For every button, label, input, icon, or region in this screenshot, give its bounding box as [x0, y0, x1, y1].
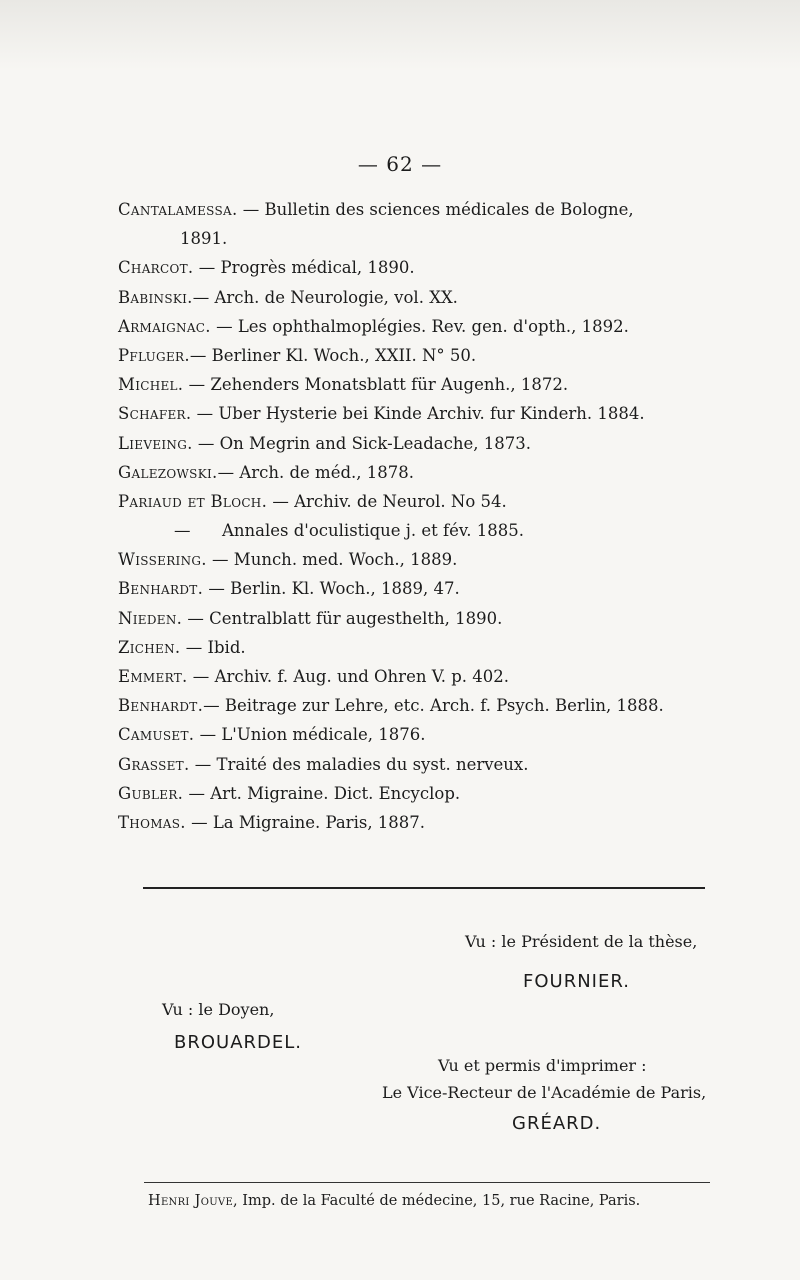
president-name: FOURNIER.	[523, 971, 630, 992]
reference-text: On Megrin and Sick-Leadache, 1873.	[219, 433, 532, 453]
reference-author: Emmert.	[118, 667, 188, 686]
vice-recteur-line: Le Vice-Recteur de l'Académie de Paris,	[382, 1083, 707, 1102]
printer-name: Henri Jouve	[148, 1193, 234, 1209]
reference-author: Wissering.	[118, 550, 207, 570]
reference-text: Archiv. f. Aug. und Ohren V. p. 402.	[214, 667, 510, 686]
reference-text: Arch. de Neurologie, vol. XX.	[214, 287, 458, 307]
reference-dash: —	[180, 637, 208, 657]
reference-author: Cantalamessa.	[118, 200, 238, 219]
reference-text: Art. Migraine. Dict. Encyclop.	[210, 783, 461, 803]
reference-text: Munch. med. Woch., 1889.	[233, 550, 458, 570]
reference-text: La Migraine. Paris, 1887.	[212, 812, 426, 832]
reference-entry	[118, 691, 738, 720]
reference-author: Benhardt.	[118, 579, 204, 599]
doyen-name: BROUARDEL.	[174, 1032, 303, 1053]
recteur-name: GRÉARD.	[512, 1113, 602, 1134]
printer-imprint	[148, 1193, 640, 1209]
reference-entry	[118, 720, 738, 749]
reference-entry	[118, 516, 738, 545]
reference-entry	[118, 779, 738, 808]
reference-author: Armaignac.	[118, 316, 211, 336]
reference-author: Charcot.	[118, 258, 194, 278]
reference-dash: —	[174, 521, 222, 541]
reference-entry	[118, 399, 738, 428]
reference-entry	[118, 545, 738, 574]
reference-text: 1891.	[180, 229, 228, 249]
reference-text: Arch. de méd., 1878.	[239, 462, 414, 482]
reference-author: Nieden.	[118, 608, 183, 628]
reference-dash: —	[210, 316, 238, 336]
reference-dash: —	[183, 783, 211, 803]
reference-entry	[118, 429, 738, 458]
reference-entry	[118, 574, 738, 603]
reference-dash: —	[217, 462, 240, 482]
page-number: — 62 —	[357, 152, 443, 176]
reference-author: Gubler.	[118, 783, 184, 803]
reference-entry	[118, 633, 738, 662]
reference-dash: —	[203, 579, 231, 599]
reference-text: Zehenders Monatsblatt für Augenh., 1872.	[210, 375, 569, 395]
reference-author: Lieveing.	[118, 433, 193, 453]
reference-author: Babinski.	[118, 287, 193, 307]
footer-rule	[144, 1182, 710, 1183]
reference-entry	[118, 312, 738, 341]
reference-entry	[118, 458, 738, 487]
reference-dash: —	[187, 667, 215, 686]
reference-text: Berliner Kl. Woch., XXII. N° 50.	[211, 345, 477, 365]
reference-dash: —	[192, 287, 215, 307]
reference-entry	[118, 370, 738, 399]
reference-dash: —	[189, 345, 212, 365]
reference-dash: —	[183, 375, 211, 395]
reference-dash: —	[267, 491, 295, 511]
reference-author: Zichen.	[118, 637, 181, 657]
reference-dash: —	[185, 812, 213, 832]
reference-author: Schafer.	[118, 404, 192, 424]
reference-entry	[118, 487, 738, 516]
reference-dash: —	[194, 725, 222, 745]
reference-author: Michel.	[118, 375, 184, 395]
reference-author: Pfluger.	[118, 345, 190, 365]
reference-entry	[118, 224, 738, 253]
reference-text: Archiv. de Neurol. No 54.	[294, 491, 507, 511]
reference-entry	[118, 341, 738, 370]
reference-author: Camuset.	[118, 725, 195, 745]
separator-rule	[143, 887, 705, 889]
reference-text: Beitrage zur Lehre, etc. Arch. f. Psych. Berlin, 1888.	[224, 696, 664, 716]
printer-address: , Imp. de la Faculté de médecine, 15, rue Racine, Paris.	[233, 1193, 641, 1209]
reference-dash: —	[193, 258, 221, 278]
reference-text: Traité des maladies du syst. nerveux.	[216, 754, 529, 774]
reference-text: Les ophthalmoplégies. Rev. gen. d'opth., 1892.	[237, 316, 629, 336]
reference-text: Progrès médical, 1890.	[220, 258, 415, 278]
reference-dash: —	[191, 404, 219, 424]
reference-author: Grasset.	[118, 754, 190, 774]
reference-text: Ibid.	[207, 637, 246, 657]
permission-line: Vu et permis d'imprimer :	[438, 1056, 647, 1075]
reference-dash: —	[206, 550, 234, 570]
reference-dash: —	[189, 754, 217, 774]
reference-author: Thomas.	[118, 812, 186, 832]
reference-entry	[118, 808, 738, 837]
reference-text: Annales d'oculistique j. et fév. 1885.	[221, 521, 524, 541]
reference-entry	[118, 283, 738, 312]
reference-dash: —	[237, 200, 265, 219]
reference-author: Galezowski.	[118, 462, 218, 482]
reference-text: Uber Hysterie bei Kinde Archiv. fur Kinderh. 1884.	[218, 404, 645, 424]
reference-dash: —	[203, 696, 225, 716]
reference-dash: —	[192, 433, 220, 453]
reference-list	[118, 195, 738, 837]
reference-author: Benhardt.	[118, 696, 204, 716]
president-approval-line: Vu : le Président de la thèse,	[465, 932, 698, 951]
reference-text: Centralblatt für augesthelth, 1890.	[209, 608, 503, 628]
scan-shadow	[0, 0, 800, 70]
reference-entry	[118, 750, 738, 779]
reference-entry	[118, 253, 738, 282]
reference-text: L'Union médicale, 1876.	[221, 725, 426, 745]
reference-entry	[118, 195, 738, 224]
reference-text: Bulletin des sciences médicales de Bologne,	[264, 200, 634, 219]
reference-author: Pariaud et Bloch.	[118, 491, 268, 511]
reference-entry	[118, 662, 738, 691]
doyen-approval-line: Vu : le Doyen,	[162, 1000, 275, 1019]
reference-entry	[118, 604, 738, 633]
reference-text: Berlin. Kl. Woch., 1889, 47.	[230, 579, 460, 599]
reference-dash: —	[182, 608, 210, 628]
